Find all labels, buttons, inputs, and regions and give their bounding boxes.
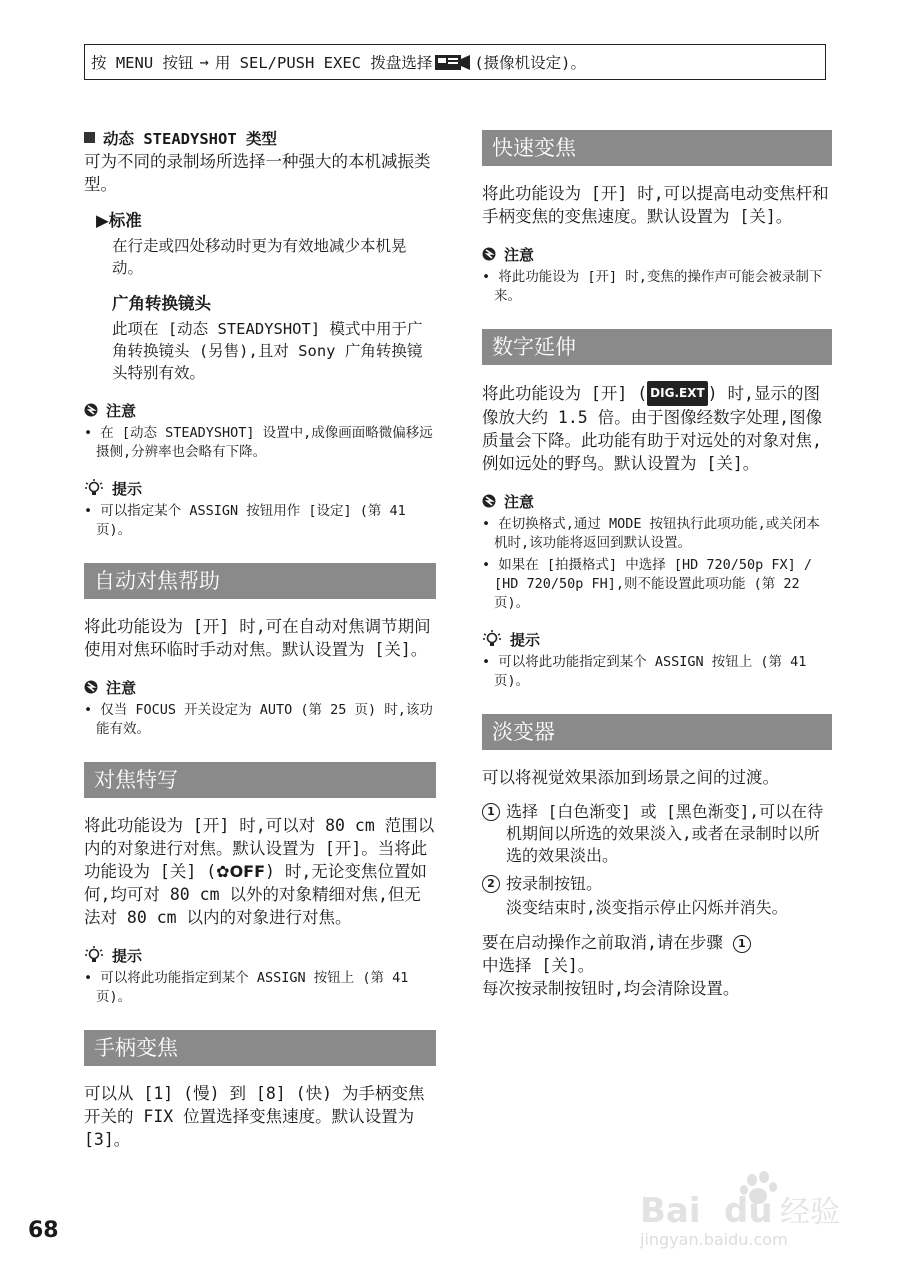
option-standard-body: 在行走或四处移动时更为有效地减少本机晃动。 <box>112 237 407 277</box>
tip-heading: 提示 <box>482 629 832 649</box>
svg-text:jingyan.baidu.com: jingyan.baidu.com <box>640 1230 788 1249</box>
section-title-af-assist: 自动对焦帮助 <box>84 563 436 599</box>
note-item: • 仅当 FOCUS 开关设定为 AUTO (第 25 页) 时,该功能有效。 <box>84 702 433 737</box>
af-assist-body: 将此功能设为 [开] 时,可在自动对焦调节期间使用对焦环临时手动对焦。默认设置为 [关]。 <box>84 617 431 659</box>
page-number: 68 <box>28 1218 59 1243</box>
note-icon <box>482 246 496 262</box>
note-icon <box>84 402 98 418</box>
option-standard-title: ▶标准 <box>96 211 142 230</box>
section-title-quick-zoom: 快速变焦 <box>482 130 832 166</box>
note-heading: 注意 <box>84 400 436 420</box>
step-2: 2 按录制按钮。 <box>482 873 832 895</box>
tip-heading: 提示 <box>84 478 436 498</box>
square-bullet-icon <box>84 132 95 143</box>
macro-body: 将此功能设为 [开] 时,可以对 80 cm 范围以内的对象进行对焦。默认设置为 [开]。当将此功能设为 [关] (✿OFF) 时,无论变焦位置如何,均可对 80 cm 以外的对象精细对焦,但无法对 80 cm 以内的对象进行对焦。 <box>84 816 435 927</box>
note-heading: 注意 <box>482 491 832 511</box>
svg-text:经验: 经验 <box>780 1195 840 1230</box>
fader-body: 可以将视觉效果添加到场景之间的过渡。 <box>482 768 779 787</box>
option-wide-body: 此项在 [动态 STEADYSHOT] 模式中用于广角转换镜头 (另售),且对 Sony 广角转换镜头特别有效。 <box>112 320 423 382</box>
right-column <box>482 130 832 1000</box>
lightbulb-icon <box>482 630 502 648</box>
svg-text:Bai: Bai <box>640 1191 701 1231</box>
quick-zoom-body: 将此功能设为 [开] 时,可以提高电动变焦杆和手柄变焦的变焦速度。默认设置为 [关]。 <box>482 184 829 226</box>
tip-item: • 可以指定某个 ASSIGN 按钮用作 [设定] (第 41 页)。 <box>84 503 406 538</box>
section-title-handle-zoom: 手柄变焦 <box>84 1030 436 1066</box>
left-column <box>84 128 436 1151</box>
note-heading: 注意 <box>482 244 832 264</box>
handle-zoom-body: 可以从 [1] (慢) 到 [8] (快) 为手柄变焦开关的 FIX 位置选择变焦速度。默认设置为 [3]。 <box>84 1084 425 1149</box>
baidu-watermark-logo <box>640 1170 860 1250</box>
camera-settings-icon <box>434 52 472 72</box>
digital-ext-body: 将此功能设为 [开] ( DIG.EXT ) 时,显示的图像放大约 1.5 倍。由于图像经数字处理,图像质量会下降。此功能有助于对远处的对象对焦,例如远处的野鸟。默认设置为 [关]。 <box>482 381 832 475</box>
steadyshot-heading: 动态 STEADYSHOT 类型 <box>84 128 436 150</box>
note-heading: 注意 <box>84 677 436 697</box>
step-2-detail: 淡变结束时,淡变指示停止闪烁并消失。 <box>506 898 788 917</box>
instruction-middle: 用 SEL/PUSH EXEC 拨盘选择 <box>214 54 433 72</box>
dig-ext-badge: DIG.EXT <box>647 381 707 406</box>
svg-text:du: du <box>724 1191 773 1231</box>
tip-item: • 可以将此功能指定到某个 ASSIGN 按钮上 (第 41 页)。 <box>482 654 807 689</box>
note-item: • 如果在 [拍摄格式] 中选择 [HD 720/50p FX] / [HD 720/50p FH],则不能设置此项功能 (第 22 页)。 <box>482 557 813 611</box>
steadyshot-intro: 可为不同的录制场所选择一种强大的本机减振类型。 <box>84 152 431 194</box>
note-item: • 在 [动态 STEADYSHOT] 设置中,成像画面略微偏移远摄侧,分辨率也会略有下降。 <box>84 425 433 460</box>
note-icon <box>482 493 496 509</box>
tip-heading: 提示 <box>84 945 436 965</box>
section-title-macro: 对焦特写 <box>84 762 436 798</box>
note-item: • 在切换格式,通过 MODE 按钮执行此项功能,或关闭本机时,该功能将返回到默认设置。 <box>482 516 820 551</box>
step-number: 2 <box>482 875 500 893</box>
note-item: • 将此功能设为 [开] 时,变焦的操作声可能会被录制下来。 <box>482 269 823 304</box>
section-title-digital-ext: 数字延伸 <box>482 329 832 365</box>
fader-clear: 每次按录制按钮时,均会清除设置。 <box>482 979 740 998</box>
fader-cancel: 要在启动操作之前取消,请在步骤 1 中选择 [关]。 <box>482 931 832 977</box>
arrow-icon: → <box>199 53 209 71</box>
section-title-fader: 淡变器 <box>482 714 832 750</box>
instruction-prefix: 按 MENU 按钮 <box>91 54 194 72</box>
macro-off-icon: ✿OFF <box>216 862 266 881</box>
menu-instruction-box <box>84 44 826 80</box>
tip-item: • 可以将此功能指定到某个 ASSIGN 按钮上 (第 41 页)。 <box>84 970 409 1005</box>
lightbulb-icon <box>84 946 104 964</box>
step-number: 1 <box>733 935 751 953</box>
note-icon <box>84 679 98 695</box>
lightbulb-icon <box>84 479 104 497</box>
step-number: 1 <box>482 803 500 821</box>
step-1: 1 选择 [白色渐变] 或 [黑色渐变],可以在待机期间以所选的效果淡入,或者在录制时以所选的效果淡出。 <box>482 801 832 867</box>
option-wide-title: 广角转换镜头 <box>112 294 211 313</box>
instruction-suffix: (摄像机设定)。 <box>474 54 586 72</box>
